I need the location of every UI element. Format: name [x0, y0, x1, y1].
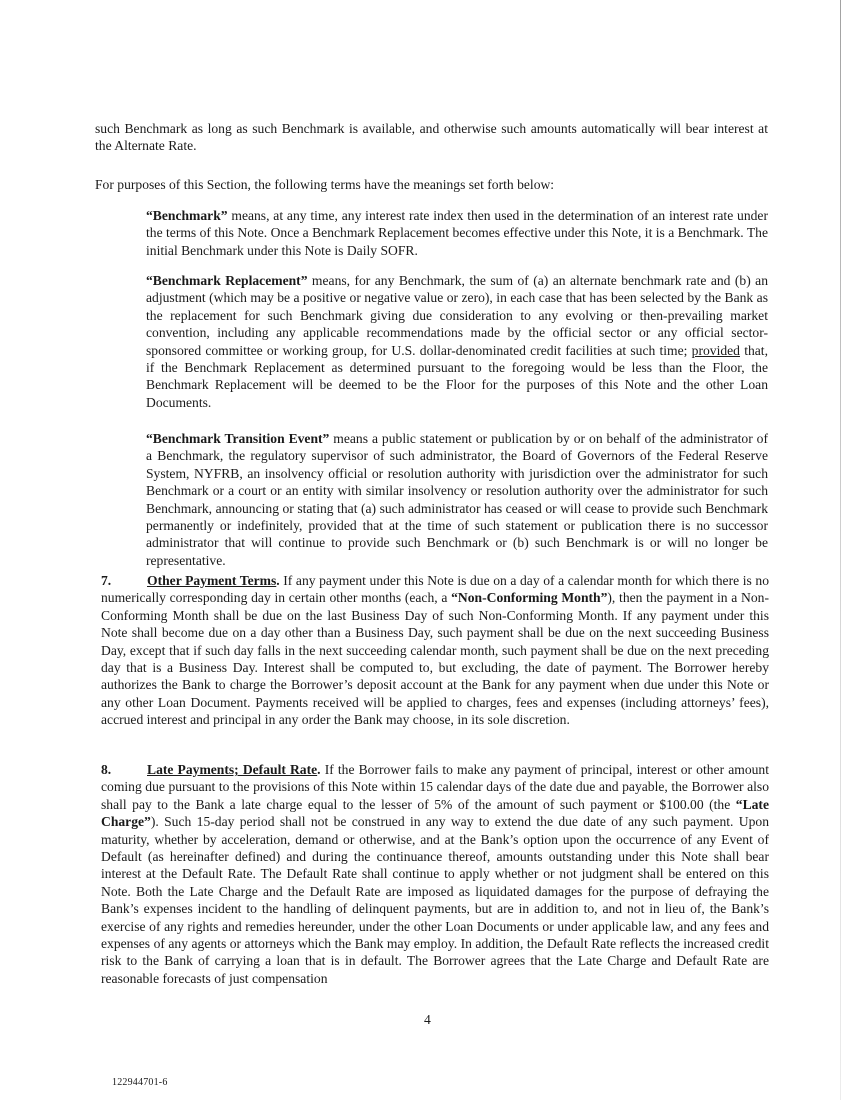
section-8-late-payments	[101, 761, 769, 987]
defined-term: “Non-Conforming Month”	[451, 590, 608, 606]
provided-underlined: provided	[691, 342, 740, 358]
document-id: 122944701-6	[112, 1077, 168, 1088]
section-heading: Other Payment Terms	[147, 573, 277, 588]
defined-term: “Late Charge”	[101, 796, 769, 830]
section-7-other-payment-terms	[101, 572, 769, 729]
page-number: 4	[424, 1012, 431, 1027]
section-text: If any payment under this Note is due on a day of a calendar month for which there is no numerically corresponding day in certain other months (each, a	[101, 573, 770, 606]
defined-term: “Benchmark”	[146, 208, 228, 223]
defined-term: “Benchmark Transition Event”	[146, 431, 330, 446]
definition-text-continued: that, if the Benchmark Replacement as determined pursuant to the foregoing would be less than the Floor, the Benchmark Replacement will be deemed to be the Floor for the purposes of this Note and the other Loan Documents.	[146, 342, 768, 410]
section-text: If the Borrower fails to make any payment of principal, interest or other amount coming due pursuant to the provisions of this Note within 15 calendar days of the date due and payable, the Borrower also shall pay to the Bank a late charge equal to the lesser of 5% of the amount of such payment or $100.00 (the	[101, 762, 769, 812]
section-number: 8.	[101, 762, 112, 777]
definition-text: means a public statement or publication by or on behalf of the administrator of a Benchmark, the regulatory supervisor of such administrator, the Board of Governors of the Federal Reserve System, NYFRB, an insolvency official or resolution authority with jurisdiction over the administrator for such Benchmark or a court or an entity with similar insolvency or resolution authority over the administrator for such Benchmark, announcing or stating that (a) such administrator has ceased or will cease to provide such Benchmark permanently or indefinitely, provided that at the time of such statement or publication there is no successor administrator that will continue to provide such Benchmark or (b) such Benchmark is or will no longer be representative.	[146, 431, 768, 568]
section-text-continued: ). Such 15-day period shall not be construed in any way to extend the due date of any such payment. Upon maturity, whether by acceleration, demand or otherwise, and at the Bank’s option upon the occurrence of any Event of Default (as hereinafter defined) and during the continuance thereof, amounts outstanding under this Note shall bear interest at the Default Rate. The Default Rate shall continue to apply whether or not judgment shall be entered on this Note. Both the Late Charge and the Default Rate are imposed as liquidated damages for the purpose of defraying the Bank’s expenses incident to the handling of delinquent payments, but are in addition to, and not in lieu of, the Bank’s exercise of any rights and remedies hereunder, under the other Loan Documents or under applicable law, and any fees and expenses of any agents or attorneys which the Bank may employ. In addition, the Default Rate reflects the increased credit risk to the Bank of carrying a loan that is in default. The Borrower agrees that the Late Charge and Default Rate are reasonable forecasts of just compensation	[101, 814, 769, 986]
section-heading: Late Payments; Default Rate	[147, 762, 318, 777]
section-text-continued: ), then the payment in a Non-Conforming Month shall be due on the last Business Day of such Non-Conforming Month. If any payment under this Note shall become due on a day other than a Business Day, such payment shall be due on the next succeeding Business Day, except that if such day falls in the next succeeding calendar month, such payment shall be due on the next preceding day that is a Business Day. Interest shall be computed to, but excluding, the date of payment. The Borrower hereby authorizes the Bank to charge the Borrower’s deposit account at the Bank for any payment when due under this Note or any other Loan Document. Payments received will be applied to charges, fees and expenses (including attorneys’ fees), accrued interest and principal in any order the Bank may choose, in its sole discretion.	[101, 590, 769, 728]
definition-text: means, for any Benchmark, the sum of (a) an alternate benchmark rate and (b) an adjustment (which may be a positive or negative value or zero), in each case that has been selected by the Bank as the replacement for such Benchmark giving due consideration to any evolving or then-prevailing market convention, including any applicable recommendations made by the official sector or any official sector-sponsored committee or working group, for U.S. dollar-denominated credit facilities at such time;	[146, 273, 768, 358]
scan-edge-line	[840, 0, 841, 1100]
definition-benchmark-replacement	[146, 272, 768, 411]
continued-paragraph: such Benchmark as long as such Benchmark is available, and otherwise such amounts automatically will bear interest at the Alternate Rate.	[95, 121, 768, 154]
definitions-intro: For purposes of this Section, the following terms have the meanings set forth below:	[95, 177, 555, 192]
heading-period: .	[276, 573, 280, 588]
definition-benchmark	[146, 207, 768, 259]
heading-period: .	[317, 762, 321, 777]
definition-benchmark-transition-event	[146, 430, 768, 569]
section-number: 7.	[101, 573, 112, 588]
definition-text: means, at any time, any interest rate index then used in the determination of an interest rate under the terms of this Note. Once a Benchmark Replacement becomes effective under this Note, it is a Benchmark. The initial Benchmark under this Note is Daily SOFR.	[146, 208, 768, 258]
defined-term: “Benchmark Replacement”	[146, 273, 308, 288]
